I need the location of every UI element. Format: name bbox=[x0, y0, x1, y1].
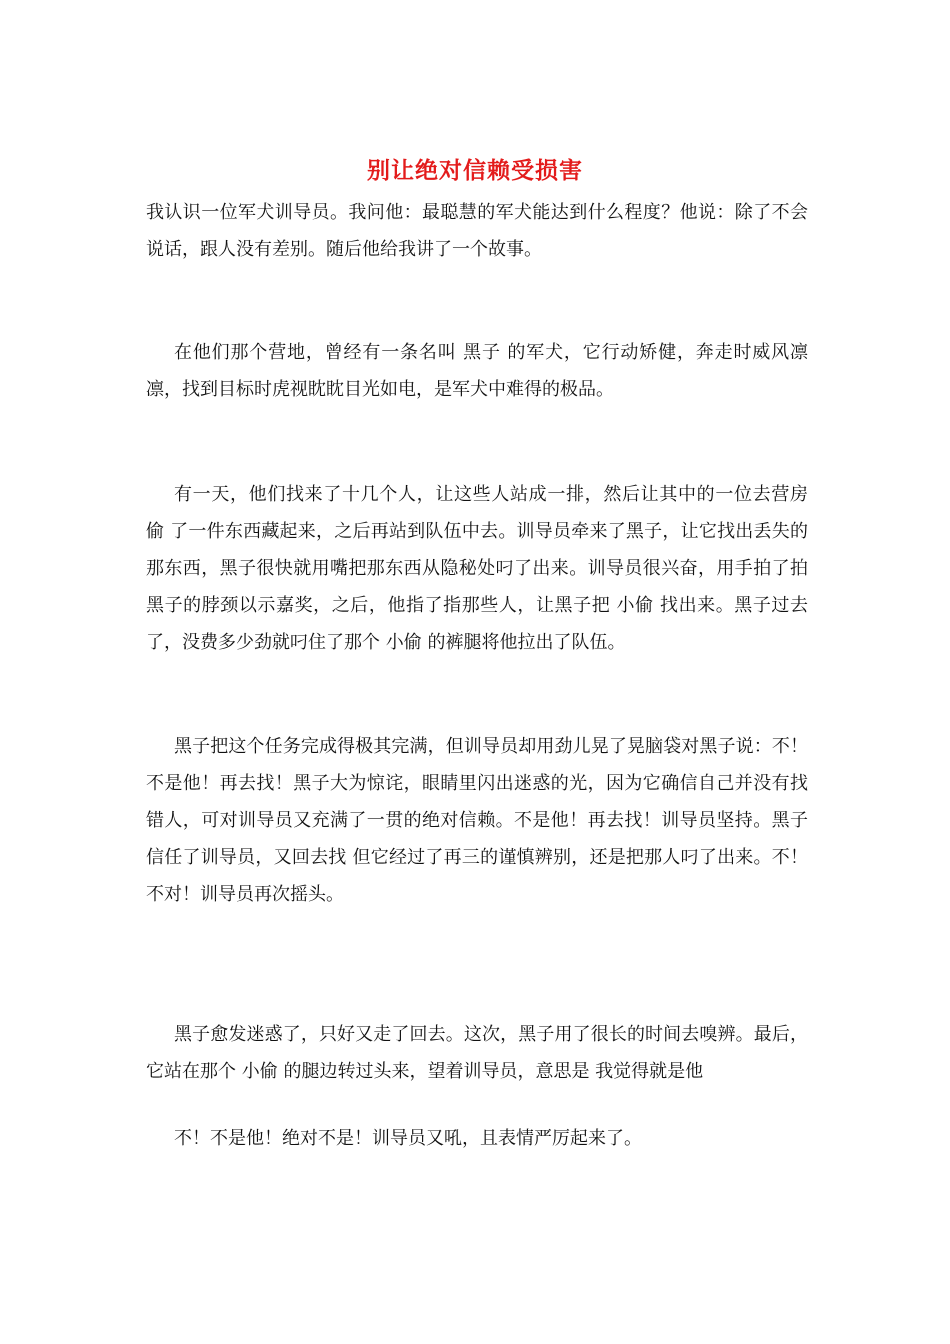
paragraph-5: 黑子愈发迷惑了，只好又走了回去。这次，黑子用了很长的时间去嗅辨。最后，它站在那个 小偷 的腿边转过头来，望着训导员，意思是 我觉得就是他 bbox=[146, 1024, 808, 1082]
document-title: 别让绝对信赖受损害 bbox=[367, 157, 583, 184]
paragraph-4: 黑子把这个任务完成得极其完满，但训导员却用劲儿晃了晃脑袋对黑子说：不！不是他！再去找！黑子大为惊诧，眼睛里闪出迷惑的光，因为它确信自己并没有找错人，可对训导员又充满了一贯的绝对信赖。不是他！再去找！训导员坚持。黑子信任了训导员，又回去找 但它经过了再三的谨慎辨别，还是把那人叼了出来。不！不对！训导员再次摇头。 bbox=[146, 736, 808, 905]
paragraph-6: 不！不是他！绝对不是！训导员又吼，且表情严厉起来了。 bbox=[174, 1128, 642, 1149]
paragraph-1: 我认识一位军犬训导员。我问他：最聪慧的军犬能达到什么程度？他说：除了不会说话，跟人没有差别。随后他给我讲了一个故事。 bbox=[146, 202, 808, 260]
paragraph-3: 有一天，他们找来了十几个人，让这些人站成一排，然后让其中的一位去营房 偷 了一件东西藏起来，之后再站到队伍中去。训导员牵来了黑子，让它找出丢失的那东西，黑子很快就用嘴把那东西从隐秘处叼了出来。训导员很兴奋，用手拍了拍黑子的脖颈以示嘉奖，之后，他指了指那些人，让黑子把 小偷 找出来。黑子过去了，没费多少劲就叼住了那个 小偷 的裤腿将他拉出了队伍。 bbox=[146, 484, 808, 653]
paragraph-2: 在他们那个营地，曾经有一条名叫 黑子 的军犬，它行动矫健，奔走时威风凛凛，找到目标时虎视眈眈目光如电，是军犬中难得的极品。 bbox=[146, 342, 808, 400]
